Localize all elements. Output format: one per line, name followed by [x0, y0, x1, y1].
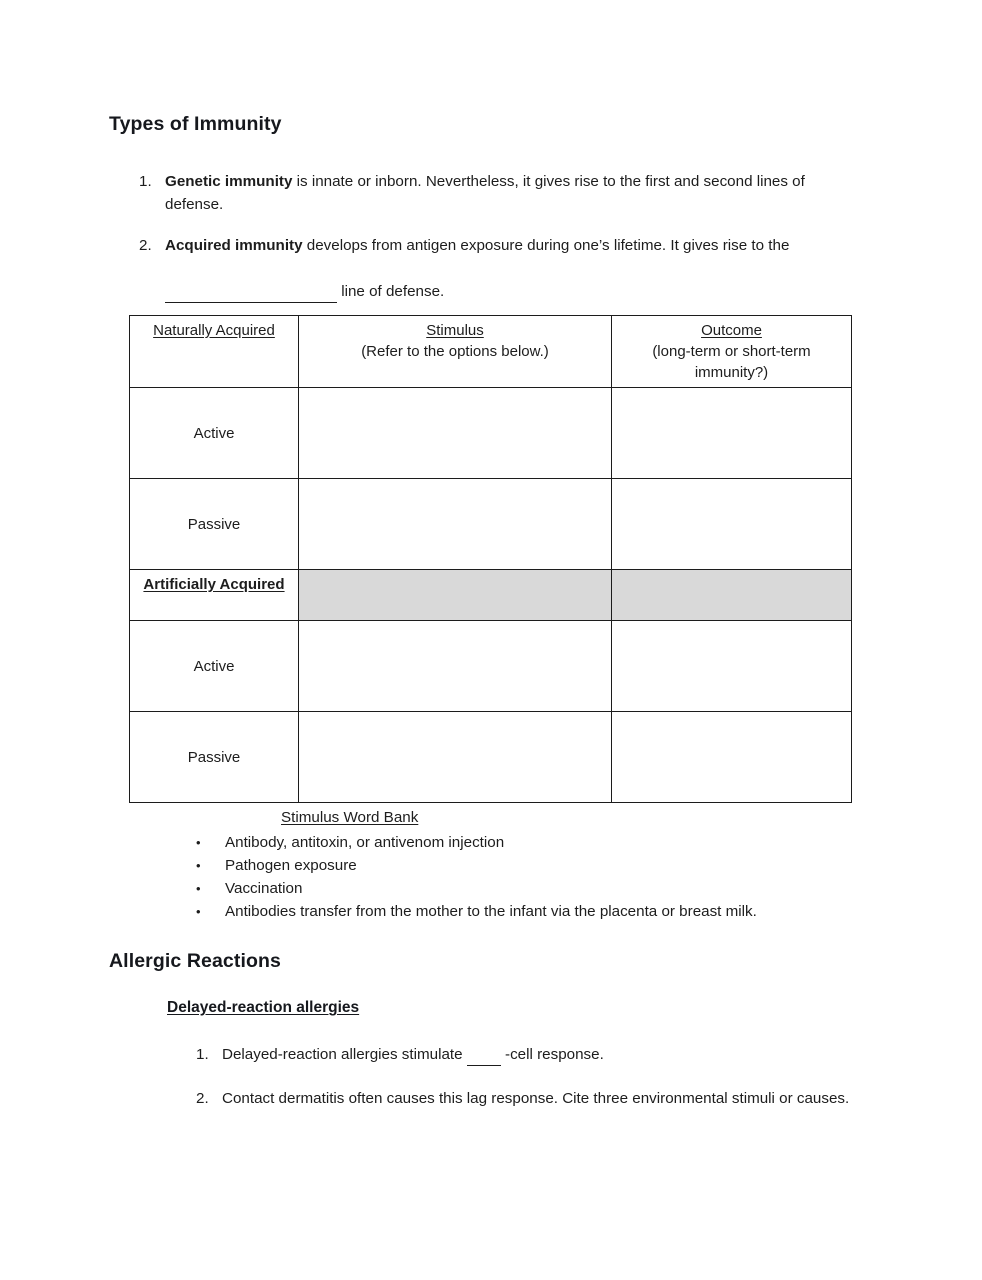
word-bank-title: Stimulus Word Bank: [281, 809, 419, 826]
list-item-bold-lead: Acquired immunity: [165, 237, 303, 254]
list-item-text: Pathogen exposure: [225, 857, 357, 874]
table-cell-row-label: Active: [130, 388, 299, 479]
list-item-text: [165, 234, 861, 303]
table-cell-row-label: Active: [130, 621, 299, 712]
list-item: [196, 831, 876, 854]
list-item-text-before-blank: Delayed-reaction allergies stimulate: [222, 1046, 467, 1063]
table-header-label: Outcome: [701, 322, 762, 339]
table-header-sublabel: (long-term or short-term immunity?): [652, 343, 811, 381]
list-item: [196, 854, 876, 877]
table-row: [130, 479, 852, 570]
list-item-bold-lead: Genetic immunity: [165, 173, 293, 190]
allergies-numbered-list: [196, 1043, 861, 1110]
list-item-number: 1.: [196, 1046, 209, 1063]
table-header-cell-naturally-acquired: [130, 316, 299, 388]
list-item-text: [222, 1043, 861, 1066]
immunity-numbered-list: [139, 170, 861, 303]
list-item: [196, 900, 876, 923]
word-bank-list: [196, 831, 876, 923]
table-cell-row-label: Passive: [130, 479, 299, 570]
table-header-label: Naturally Acquired: [153, 322, 275, 339]
page-title-types-of-immunity: Types of Immunity: [109, 113, 282, 135]
table-cell-row-label: Passive: [130, 712, 299, 803]
table-cell-shaded-outcome: [612, 570, 852, 621]
table-cell-outcome[interactable]: [612, 479, 852, 570]
table-cell-outcome[interactable]: [612, 388, 852, 479]
table-cell-stimulus[interactable]: [299, 621, 612, 712]
list-item-number: 2.: [196, 1090, 209, 1107]
table-header-sublabel: (Refer to the options below.): [361, 343, 549, 360]
table-cell-stimulus[interactable]: [299, 479, 612, 570]
table-row: [130, 621, 852, 712]
list-item-text-after-blank: -cell response.: [500, 1046, 604, 1063]
fill-in-blank-line[interactable]: [165, 286, 337, 303]
list-item: [196, 1087, 861, 1110]
bullet-icon: •: [196, 835, 201, 850]
table-row: [130, 712, 852, 803]
bullet-icon: •: [196, 881, 201, 896]
table-cell-stimulus[interactable]: [299, 388, 612, 479]
list-item-tail: line of defense.: [337, 283, 445, 300]
subheading-delayed-reaction-allergies: Delayed-reaction allergies: [167, 999, 360, 1016]
table-header-row: [130, 316, 852, 388]
fill-in-blank-line[interactable]: [467, 1051, 501, 1066]
table-cell-shaded-stimulus: [299, 570, 612, 621]
list-item-rest: develops from antigen exposure during one’s lifetime. It gives rise to the: [302, 237, 790, 254]
list-item-rest: is innate or inborn. Nevertheless, it gives rise to the first and second lines of defense.: [165, 173, 805, 213]
table-cell-outcome[interactable]: [612, 712, 852, 803]
list-item: [139, 234, 861, 303]
table-category-row: [130, 570, 852, 621]
list-item-text: Antibody, antitoxin, or antivenom injection: [225, 834, 505, 851]
immunity-table: [129, 315, 852, 803]
list-item: [196, 1043, 861, 1066]
list-item-text: Vaccination: [225, 880, 303, 897]
table-header-cell-stimulus: [299, 316, 612, 388]
list-item-text: [165, 170, 861, 216]
table-header-cell-outcome: [612, 316, 852, 388]
bullet-icon: •: [196, 858, 201, 873]
bullet-icon: •: [196, 904, 201, 919]
table-header-label: Stimulus: [426, 322, 484, 339]
list-item-number: 2.: [139, 237, 152, 254]
list-item: [196, 877, 876, 900]
table-cell-stimulus[interactable]: [299, 712, 612, 803]
list-item-text: Antibodies transfer from the mother to the infant via the placenta or breast milk.: [225, 903, 757, 920]
list-item-text: Contact dermatitis often causes this lag response. Cite three environmental stimuli or causes.: [222, 1090, 850, 1107]
list-item-number: 1.: [139, 173, 152, 190]
table-cell-outcome[interactable]: [612, 621, 852, 712]
list-item: [139, 170, 861, 216]
table-row: [130, 388, 852, 479]
table-cell-category-label: Artificially Acquired: [130, 570, 299, 621]
page-title-allergic-reactions: Allergic Reactions: [109, 950, 281, 972]
